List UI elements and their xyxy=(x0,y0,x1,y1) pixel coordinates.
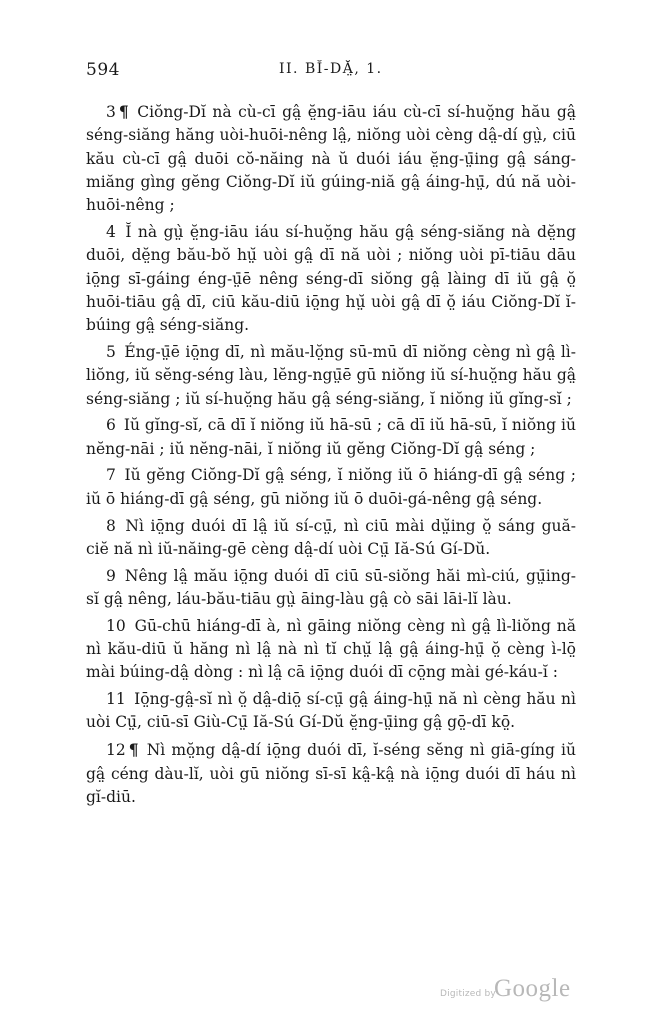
verse-number: 9 xyxy=(106,566,116,585)
running-title: II. BĬ-DĂ̤, 1. xyxy=(279,61,383,77)
watermark-prefix: Digitized by xyxy=(440,989,496,999)
verse-number: 5 xyxy=(106,342,116,361)
verse-text: Éng-ṳ̄ē iō̤ng dī, nì mău-lŏ̤ng sū-mū dī niŏng cèng nì gâ̤ lì-liŏng, iŭ sĕng-séng làu, lĕng-ngṳ̄ē gū niŏng iŭ sí-huŏ̤ng hău gâ̤ séng-siăng ; iŭ sí-huŏ̤ng hău gâ̤ séng-siăng, ĭ niŏng iŭ gĭng-sĭ ; xyxy=(86,342,576,408)
verse-9 xyxy=(86,565,576,612)
verse-number: 12 xyxy=(106,741,126,760)
verse-number: 11 xyxy=(106,690,126,709)
verse-5 xyxy=(86,341,576,411)
verse-number: 4 xyxy=(106,222,116,241)
verse-text: Iō̤ng-gâ̤-sĭ nì ŏ̤ dâ̤-diō̤ sí-cṳ̄ gâ̤ áing-hṳ̄ nă nì cèng hău nì uòi Cṳ̄, ciū-sī Giù-Cṳ̄ Iă-Sú Gí-Dŭ ĕ̤ng-ṳ̄ing gâ̤ gō̤-dī kō̤. xyxy=(86,690,576,732)
verse-number: 7 xyxy=(106,466,116,485)
verse-number: 10 xyxy=(106,616,126,635)
verse-4 xyxy=(86,221,576,337)
verse-text: Nì iō̤ng duói dī lâ̤ iŭ sí-cṳ̄, nì ciū mài dṳ̆ing ŏ̤ sáng guă-ciĕ nă nì iŭ-năing-gē cèng dâ̤-dí uòi Cṳ̄ Iă-Sú Gí-Dŭ. xyxy=(86,516,576,558)
verse-7 xyxy=(86,464,576,511)
verse-number: 6 xyxy=(106,416,116,435)
verse-text: Gū-chū hiáng-dī à, nì gāing niŏng cèng nì gâ̤ lì-liŏng nă nì kău-diū ŭ hăng nì lâ̤ nà nì tĭ chṳ̆ lâ̤ gâ̤ áing-hṳ̄ ŏ̤ cèng ì-lō̤ mài búing-dâ̤ dòng : nì lâ̤ cā iō̤ng duói dī cō̤ng mài gé-káu-ĭ : xyxy=(86,616,576,682)
verse-3 xyxy=(86,100,576,217)
verse-text: Iŭ gĭng-sĭ, cā dī ĭ niŏng iŭ hā-sū ; cā dī iŭ hā-sū, ĭ niŏng iŭ nĕng-nāi ; iŭ nĕng-nāi, ĭ niŏng iŭ gĕng Ciŏng-Dĭ gâ̤ séng ; xyxy=(86,416,576,458)
verse-text: Nì mŏ̤ng dâ̤-dí iō̤ng duói dī, ĭ-séng sĕng nì giā-gíng iŭ gâ̤ céng dàu-lĭ, uòi gū niŏng sī-sī kâ̤-kâ̤ nà iō̤ng duói dī háu nì gĭ-diū. xyxy=(86,741,576,806)
verse-11 xyxy=(86,688,576,735)
verse-10 xyxy=(86,615,576,685)
google-logo: Google xyxy=(494,975,571,1002)
verse-12 xyxy=(86,738,576,809)
verse-8 xyxy=(86,515,576,562)
page-number: 594 xyxy=(86,60,120,80)
verse-text: Ĭ nà gṳ̀ ĕ̤ng-iāu iáu sí-huŏ̤ng hău gâ̤ séng-siăng nà dĕ̤ng duōi, dĕ̤ng bău-bŏ hṳ̆ uòi gâ̤ dī nă uòi ; niŏng uòi pī-tiāu dāu iō̤ng sī-gáing éng-ṳ̄ē nêng séng-dī siŏng gâ̤ làing dī iŭ gâ̤ ŏ̤ huōi-tiāu gâ̤ dī, ciū kău-diū iō̤ng hṳ̆ uòi gâ̤ dī ŏ̤ iáu Ciŏng-Dĭ ĭ-búing gâ̤ séng-siăng. xyxy=(86,222,576,335)
pilcrow-mark: ¶ xyxy=(118,102,129,121)
verse-6 xyxy=(86,414,576,461)
verse-text: Nêng lâ̤ mău iō̤ng duói dī ciū sū-siŏng hăi mì-ciú, gṳ̄ing-sĭ gâ̤ nêng, láu-bău-tiāu gṳ̀ āing-làu gâ̤ cò sāi lāi-lĭ làu. xyxy=(86,566,576,608)
verse-number: 8 xyxy=(106,516,116,535)
verse-text: Ciŏng-Dĭ nà cù-cī gâ̤ ĕ̤ng-iāu iáu cù-cī sí-huŏ̤ng hău gâ̤ séng-siăng hăng uòi-huōi-nêng lâ̤, niŏng uòi cèng dâ̤-dí gṳ̀, ciū kău cù-cī gâ̤ duōi cŏ-năing nà ŭ duói iáu ĕ̤ng-ṳ̄ing gâ̤ sáng-miăng gìng gĕng Ciŏng-Dĭ iŭ gúing-niă gâ̤ áing-hṳ̄, dú nă uòi-huōi-nêng ; xyxy=(86,103,576,215)
verse-number: 3 xyxy=(106,103,116,121)
digitized-watermark xyxy=(440,977,574,1007)
body-text xyxy=(86,100,576,813)
verse-text: Iŭ gĕng Ciŏng-Dĭ gâ̤ séng, ĭ niŏng iŭ ō hiáng-dī gâ̤ séng ; iŭ ō hiáng-dī gâ̤ séng, gū niŏng iŭ ō duōi-gá-nêng gâ̤ séng. xyxy=(86,466,576,508)
page-header xyxy=(86,60,580,86)
pilcrow-mark: ¶ xyxy=(128,740,139,760)
